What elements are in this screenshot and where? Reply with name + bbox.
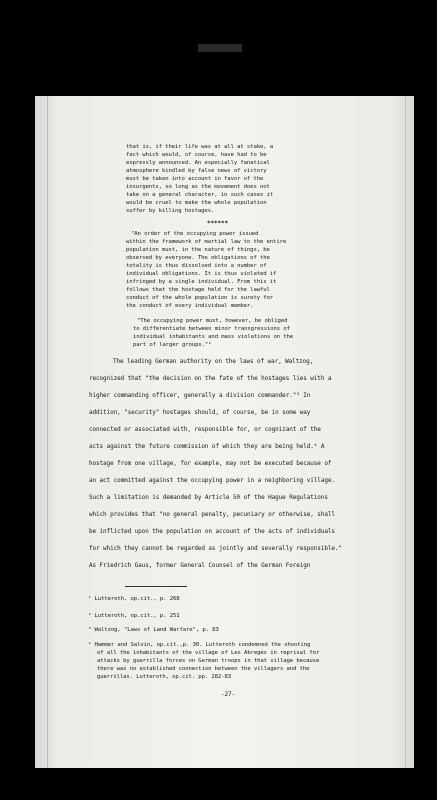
film-frame-mark — [198, 44, 242, 52]
quote2-line: individual obligations. It is thus violated if — [126, 271, 277, 277]
quote1-line: fact which would, of course, have had to be — [126, 152, 267, 158]
body-line: recognized that "the decision on the fate of the hostages lies with a — [89, 375, 332, 382]
body-line: higher commanding officer, generally a division commander."³ In — [89, 392, 311, 399]
footnote-line: attacks by guerrilla forces on German troops in that village because — [97, 658, 320, 664]
quote1-line: suffer by killing hostages. — [126, 208, 215, 214]
quote2-line: population must, in the nature of things, be — [126, 247, 270, 253]
quote2-line: infringed by a single individual. From this it — [126, 279, 277, 285]
footnote-line: there was no established connection between the villagers and the — [97, 666, 310, 672]
body-line: Such a limitation is demanded by Article 50 of the Hague Regulations — [89, 494, 328, 501]
footnote-line: guerrillas. Lutteroth, op.cit. pp. 282-83 — [97, 674, 231, 680]
footnote-line: ⁴ Hammer and Salvin, op.cit.,p. 30. Lutteroth condemned the shooting — [88, 642, 311, 648]
quote3-line: "The occupying power must, however, be obliged — [137, 318, 288, 324]
quote2-line: conduct of the whole population is surety for — [126, 295, 274, 301]
quote1-line: take on a general character, in such cases it — [126, 192, 274, 198]
body-line: an act committed against the occupying power in a neighboring village. — [89, 477, 335, 484]
body-line: be inflicted upon the population on account of the acts of individuals — [89, 528, 335, 535]
document-text — [35, 96, 414, 768]
quote2-line: totality is thus dissolved into a number of — [126, 263, 267, 269]
body-line: connected or associated with, responsible for, or cognizant of the — [89, 426, 321, 433]
page-number: -27- — [221, 691, 236, 698]
body-line: which provides that "no general penalty, pecuniary or otherwise, shall — [89, 511, 335, 518]
footnote-rule — [125, 586, 187, 587]
quote1-line: must be taken into account in favor of the — [126, 176, 264, 182]
body-line: As Friedrich Gaus, former General Counsel of the German Foreign — [89, 562, 311, 569]
footnote-line: of all the inhabitants of the village of Les Abreges in reprisal for — [97, 650, 320, 656]
quote3-line: to differentiate between minor transgressions of — [133, 326, 290, 332]
quote2-line: the conduct of every individual member. — [126, 303, 254, 309]
body-line: acts against the future commission of which they are being held.⁴ A — [89, 443, 325, 450]
footnote-line: ¹ Lutteroth, op.cit., p. 268 — [88, 596, 180, 602]
body-line: for which they cannot be regarded as jointly and severally responsible." — [89, 545, 342, 552]
quote1-line: that is, if their life was at all at stake, a — [126, 144, 274, 150]
quote1-line: atmosphere kindled by false news of victory — [126, 168, 267, 174]
footnote-line: ³ Waltzog, "Laws of Land Warfare", p. 83 — [88, 627, 219, 633]
quote1-line: insurgents, so long as the movement does not — [126, 184, 270, 190]
body-line: hostage from one village, for example, may not be executed because of — [89, 460, 332, 467]
body-line: addition, "security" hostages should, of course, be in some way — [89, 409, 311, 416]
section-separator: ****** — [207, 220, 229, 227]
quote2-line: within the framework of martial law to the entire — [126, 239, 287, 245]
quote3-line: individual inhabitants and mass violations on the — [133, 334, 294, 340]
quote2-line: follows that the hostage held for the lawful — [126, 287, 270, 293]
quote2-line: "An order of the occupying power issued — [131, 231, 259, 237]
microfilm-page — [35, 96, 414, 768]
footnote-line: ² Lutteroth, op.cit., p. 251 — [88, 613, 180, 619]
quote1-line: would be cruel to make the whole population — [126, 200, 267, 206]
quote3-line: part of larger groups."² — [133, 342, 212, 348]
quote2-line: observed by everyone. The obligations of the — [126, 255, 270, 261]
quote1-line: expressly announced. An especially fanatical — [126, 160, 270, 166]
body-line: The leading German authority on the laws of war, Waltzog, — [113, 358, 314, 365]
